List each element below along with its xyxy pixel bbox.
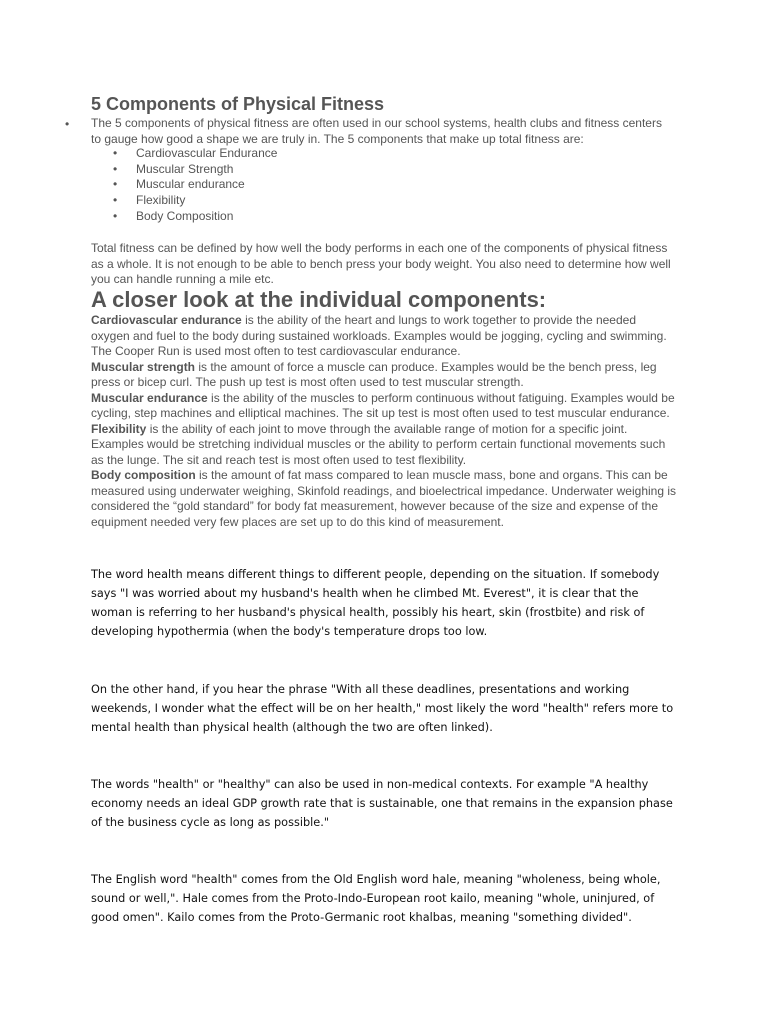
intro-paragraph: The 5 components of physical fitness are often used in our school systems, health clubs and fitness centers to gauge how good a shape we are truly in. The 5 components that make up total fitness are:	[91, 116, 662, 146]
list-item: • Cardiovascular Endurance	[113, 146, 277, 162]
definitions-block	[91, 313, 676, 530]
list-item: • Muscular Strength	[113, 162, 277, 178]
definition-term: Flexibility	[91, 421, 147, 436]
list-item: • Flexibility	[113, 193, 277, 209]
definition-text: is the amount of fat mass compared to lean muscle mass, bone and organs. This can be measured using underwater weighing, Skinfold readings, and bioelectrical impedance. Underwater weighing is considered the “gold standard” for body fat measurement, however because of the size and expense of the equipment needed very few places are set up to do this kind of measurement.	[91, 468, 676, 529]
list-item: • Body Composition	[113, 209, 277, 225]
paragraph-etymology: The English word "health" comes from the Old English word hale, meaning "wholeness, being whole, sound or well,". Hale comes from the Proto-Indo-European root kailo, meaning "whole, uninjured, of good omen". Kailo comes from the Proto-Germanic root khalbas, meaning "something divided".	[91, 873, 661, 924]
definition-text: is the ability of the muscles to perform continuous without fatiguing. Examples would be cycling, step machines and elliptical machines. The sit up test is most often used to test muscular endurance.	[91, 390, 675, 420]
definition-text: is the amount of force a muscle can produce. Examples would be the bench press, leg press or bicep curl. The push up test is most often used to test muscular strength.	[91, 359, 657, 389]
definition-term: Muscular endurance	[91, 390, 208, 405]
section-heading: A closer look at the individual components:	[91, 287, 547, 312]
paragraph-mental-health: On the other hand, if you hear the phrase "With all these deadlines, presentations and working weekends, I wonder what the effect will be on her health," most likely the word "health" refers more to mental health than physical health (although the two are often linked).	[91, 683, 674, 734]
page-title: 5 Components of Physical Fitness	[91, 94, 385, 114]
paragraph-health-meaning: The word health means different things to different people, depending on the situation. If somebody says "I was worried about my husband's health when he climbed Mt. Everest", it is clear that the woman is referring to her husband's physical health, possibly his heart, skin (frostbite) and risk of developing hypothermia (when the body's temperature drops too low.	[91, 568, 660, 638]
definition-term: Body composition	[91, 468, 196, 482]
definition-cardiovascular	[91, 313, 676, 360]
definition-muscular-strength	[91, 360, 676, 391]
total-fitness-paragraph: Total fitness can be defined by how well the body performs in each one of the components of physical fitness as a whole. It is not enough to be able to bench press your body weight. You also need to determine how well you can handle running a mile etc.	[91, 241, 671, 286]
definition-text: is the ability of the heart and lungs to work together to provide the needed oxygen and fuel to the body during sustained workloads. Examples would be jogging, cycling and swimming. The Cooper Run is used most often to test cardiovascular endurance.	[91, 313, 667, 358]
list-item: • Muscular endurance	[113, 177, 277, 193]
definition-term: Muscular strength	[91, 359, 196, 374]
paragraph-non-medical: The words "health" or "healthy" can also be used in non-medical contexts. For example "A healthy economy needs an ideal GDP growth rate that is sustainable, one that remains in the expansion phase of the business cycle as long as possible."	[91, 778, 673, 829]
definition-muscular-endurance	[91, 391, 676, 422]
definition-body-composition	[91, 468, 676, 530]
definition-term: Cardiovascular endurance	[91, 313, 242, 327]
definition-text: is the ability of each joint to move through the available range of motion for a specific joint. Examples would be stretching individual muscles or the ability to perform certain functional movements such as the lunge. The sit and reach test is most often used to test flexibility.	[91, 421, 666, 467]
definition-flexibility	[91, 422, 676, 469]
intro-bullet-icon: •	[65, 117, 70, 131]
components-list	[113, 146, 277, 225]
